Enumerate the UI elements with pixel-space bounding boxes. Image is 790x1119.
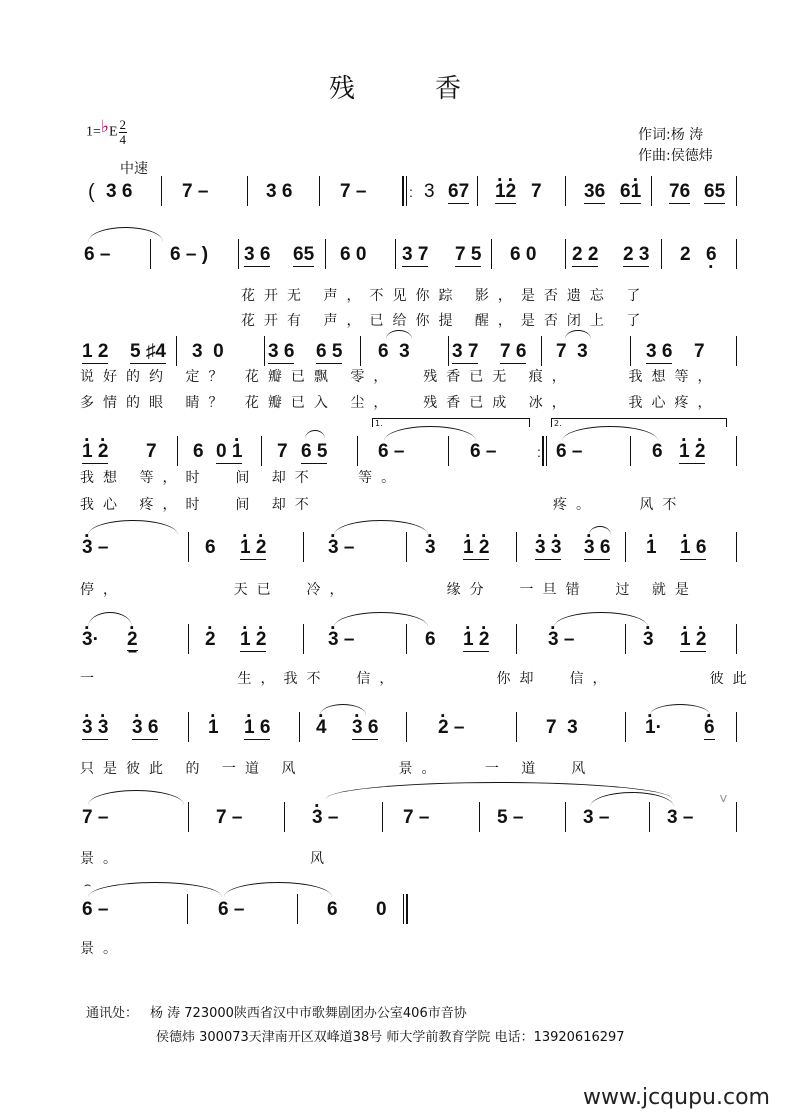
note: · 4 [316, 718, 327, 738]
barline [264, 336, 265, 366]
note-group: 65 [704, 181, 726, 202]
lyricist: 作词:杨 涛 [638, 127, 704, 143]
barline [247, 176, 248, 206]
time-signature [119, 118, 128, 147]
barline [565, 176, 566, 206]
repeat-end-barline [542, 436, 547, 466]
lyrics-verse-2: 花开有 声，已给你提 醒，是否闭上 了 [241, 313, 650, 329]
note-group: 7 – [82, 807, 109, 828]
note-group: · 3 6 [132, 718, 158, 740]
lyrics-verse-1: 我想 等，时 间 却不 等。 [80, 470, 405, 486]
barline [541, 336, 542, 366]
lyrics: 停， 天已 冷， 缘分 一旦错 过 就是 [80, 582, 698, 598]
title-char: 香 [435, 74, 462, 104]
note-group: · 1 · 2 [240, 538, 266, 560]
barline [188, 532, 189, 562]
lyrics: 景。 [80, 941, 126, 957]
title-char: 残 [328, 74, 355, 104]
barline [565, 239, 566, 269]
barline [360, 336, 361, 366]
barline [736, 176, 737, 206]
barline [319, 176, 320, 206]
note-group: · 1· [645, 718, 662, 738]
barline [625, 712, 626, 742]
note: · 2 [127, 630, 138, 651]
lyrics-verse-2: 多情的眼 睛？ 花瓣已入 尘， 残香已成 冰， 我心疼， [80, 395, 721, 411]
note-group: · 3 · 3 [82, 718, 108, 740]
note-group: 6 3 [378, 341, 410, 362]
slur [88, 520, 178, 535]
note: · 6 [704, 718, 715, 740]
note-group: 3 – [667, 807, 694, 828]
repeat-start-barline [402, 176, 407, 206]
breath-mark-icon: V [720, 794, 727, 805]
note-group: · 1 6 [680, 538, 706, 560]
note-group: 6 – [82, 899, 109, 920]
lyrics-verse-2-end: 疼。 风不 [553, 497, 686, 513]
note-group: 3 7 [402, 244, 429, 265]
note: 6 · [706, 245, 717, 265]
note: · 1 [208, 718, 219, 738]
barline [516, 624, 517, 654]
fermata-icon: ⌢ [84, 878, 92, 891]
barline [736, 336, 737, 366]
note-group: 7 – [340, 181, 367, 202]
note-group: 3 6 [268, 341, 295, 362]
note-group: 6 – [378, 441, 405, 462]
note-group: 3 6 [646, 341, 673, 362]
time-den: 4 [119, 132, 126, 147]
slur [88, 227, 163, 242]
slur [650, 704, 710, 715]
note-group: 67 [448, 181, 470, 202]
barline [736, 802, 737, 832]
time-num: 2 [119, 117, 126, 132]
note: 6 [193, 441, 204, 462]
key-prefix: 1= [86, 124, 101, 140]
barline [303, 624, 304, 654]
note: 6 [652, 441, 663, 462]
barline [406, 532, 407, 562]
barline [651, 176, 652, 206]
barline [284, 802, 285, 832]
barline [188, 624, 189, 654]
note-group: 65 [293, 244, 315, 265]
note-group: · 2 – [438, 718, 464, 738]
barline [187, 894, 188, 924]
repeat-dots: : [409, 184, 413, 200]
tempo-marking: 中速 [120, 161, 148, 177]
note: 6 [327, 899, 338, 920]
note-group: 3 6 [244, 244, 271, 265]
note-group: 3 6 [106, 181, 133, 202]
barline [736, 532, 737, 562]
final-barline [403, 894, 408, 924]
barline [448, 436, 449, 466]
barline [736, 239, 737, 269]
barline [736, 436, 737, 466]
barline [188, 712, 189, 742]
volta-1: 1. [372, 418, 530, 427]
slur [88, 882, 222, 897]
barline [395, 239, 396, 269]
note-group: 7 3 [556, 341, 588, 362]
note-group: · 1· 2 [495, 182, 516, 204]
note-group: 7 – [216, 807, 243, 828]
watermark: www.jcqupu.com [583, 1085, 770, 1110]
barline [161, 176, 162, 206]
barline [325, 239, 326, 269]
barline [625, 532, 626, 562]
note-group: 6 – [218, 899, 245, 920]
contact-line-2: 侯德炜 300073天津南开区双峰道38号 师大学前教育学院 电话：13920616297 [156, 1030, 625, 1045]
slur [88, 612, 132, 627]
note: 3 [424, 181, 435, 202]
barline [565, 802, 566, 832]
slur [565, 330, 591, 339]
composer: 作曲:侯德炜 [638, 148, 713, 164]
contact-line-1: 杨 涛 723000陕西省汉中市歌舞剧团办公室406市音协 [150, 1006, 467, 1021]
slur [334, 520, 428, 535]
note: · 1 [646, 538, 657, 558]
lyrics-verse-2: 我心 疼，时 间 却不 [80, 497, 318, 513]
note-group: · 3 – [328, 538, 354, 558]
note-group: 2 2 [572, 244, 599, 265]
note-group: · 1 · 2 [82, 442, 108, 464]
barline [649, 802, 650, 832]
slur [334, 612, 428, 627]
note-group: 7 – [182, 181, 209, 202]
note: 6 [205, 537, 216, 558]
lyrics-verse-1: 说好的约 定？ 花瓣已飘 零， 残香已无 痕， 我想等， [80, 369, 721, 385]
barline [406, 712, 407, 742]
lyrics: 景。 [80, 851, 126, 867]
note: · 3 [425, 538, 436, 558]
note-group: 6 0 [340, 244, 367, 265]
note-group: 6 5 [301, 441, 328, 462]
contact-info [86, 1002, 625, 1050]
barline [736, 712, 737, 742]
note-group: · 3· [82, 630, 99, 650]
barline [357, 436, 358, 466]
note-group: · 3 6 [352, 718, 378, 740]
barline [150, 239, 151, 269]
note-group: 1 2 [82, 341, 109, 362]
note-group: 3 7 [452, 341, 479, 362]
note-group: · 1 · 2 [463, 630, 489, 652]
note-group: · 3 · 3 [535, 538, 561, 560]
slur [384, 426, 476, 441]
note: 7 [277, 441, 288, 462]
lyrics-verse-1: 花开无 声，不见你踪 影，是否遗忘 了 [241, 288, 650, 304]
note-group: 36 [584, 181, 606, 202]
barline [238, 239, 239, 269]
note: 2 [680, 244, 691, 265]
note-group: · 1 · 2 [240, 630, 266, 652]
barline [479, 802, 480, 832]
note-group: · 1 · 2 [679, 442, 705, 464]
note-group: 6 0 [510, 244, 537, 265]
contact-label: 通讯处： [86, 1006, 139, 1021]
barline [448, 336, 449, 366]
barline [630, 436, 631, 466]
credits [638, 125, 713, 167]
note-group: 7 6 [500, 341, 527, 362]
song-title [0, 68, 790, 105]
slur [386, 330, 412, 339]
note: 0 [376, 899, 387, 920]
lyrics: 风 [310, 851, 333, 867]
note: · 2 [205, 630, 216, 650]
note-group: 0 · 1 [216, 442, 242, 464]
barline [516, 712, 517, 742]
key-note: E [108, 124, 118, 140]
note: 7 [146, 441, 157, 462]
note-group: 6 – [84, 244, 111, 265]
barline [303, 532, 304, 562]
note-group: 5 ♯4 [130, 341, 166, 362]
lyrics: 一 生，我不 信， 你却 信， 彼此 [80, 671, 756, 687]
note-group: 6· 1 [620, 182, 641, 204]
slur [88, 790, 184, 805]
barline [516, 532, 517, 562]
note-group: · 1 · 2 [463, 538, 489, 560]
note: 6 [425, 629, 436, 650]
barline [297, 894, 298, 924]
barline [188, 802, 189, 832]
barline [625, 624, 626, 654]
barline [299, 712, 300, 742]
barline [382, 802, 383, 832]
note-group: · 3 – [328, 630, 354, 650]
note-group: 6 – ) [170, 244, 209, 265]
note-group: 5 – [497, 807, 524, 828]
slur [224, 882, 332, 897]
slur [554, 612, 648, 627]
note-group: 7 – [403, 807, 430, 828]
volta-2: 2. [551, 418, 727, 427]
note-group: 76 [669, 181, 691, 202]
lyrics: 只是彼此 的 一道 风 景。 一 道 风 [80, 761, 595, 777]
paren-open: ( [88, 181, 95, 203]
note-group: 7 5 [455, 244, 482, 265]
note-group: 3 0 [192, 341, 224, 362]
note-group: · 1 · 2 [680, 630, 706, 652]
flat-icon: ♭ [100, 116, 109, 136]
note-group: · 1 6 [244, 718, 270, 740]
barline [736, 624, 737, 654]
note-group: 3 – [583, 807, 610, 828]
note-group: 6 – [556, 441, 583, 462]
note: · 3 [643, 630, 654, 650]
barline [261, 436, 262, 466]
note-group: 3 6 [266, 181, 293, 202]
barline [661, 239, 662, 269]
slur [562, 426, 658, 441]
key-signature [86, 118, 127, 147]
note: 7 [531, 181, 542, 202]
note-group: · 3 – [82, 538, 108, 558]
note-group: · 3 – [548, 630, 574, 650]
barline [406, 624, 407, 654]
note: 7 [694, 341, 705, 362]
note-group: · 3 6 [584, 538, 610, 560]
note-group: 6 5 [316, 341, 343, 362]
barline [477, 176, 478, 206]
barline [630, 336, 631, 366]
note-group: 7 3 [546, 717, 578, 738]
slur [305, 430, 325, 439]
note-group: 6 – [470, 441, 497, 462]
note-group: 2 3 [623, 244, 650, 265]
repeat-end-dots: : [537, 444, 541, 460]
barline [177, 436, 178, 466]
barline [176, 336, 177, 366]
note-group: · 3 – [312, 808, 338, 828]
barline [491, 239, 492, 269]
